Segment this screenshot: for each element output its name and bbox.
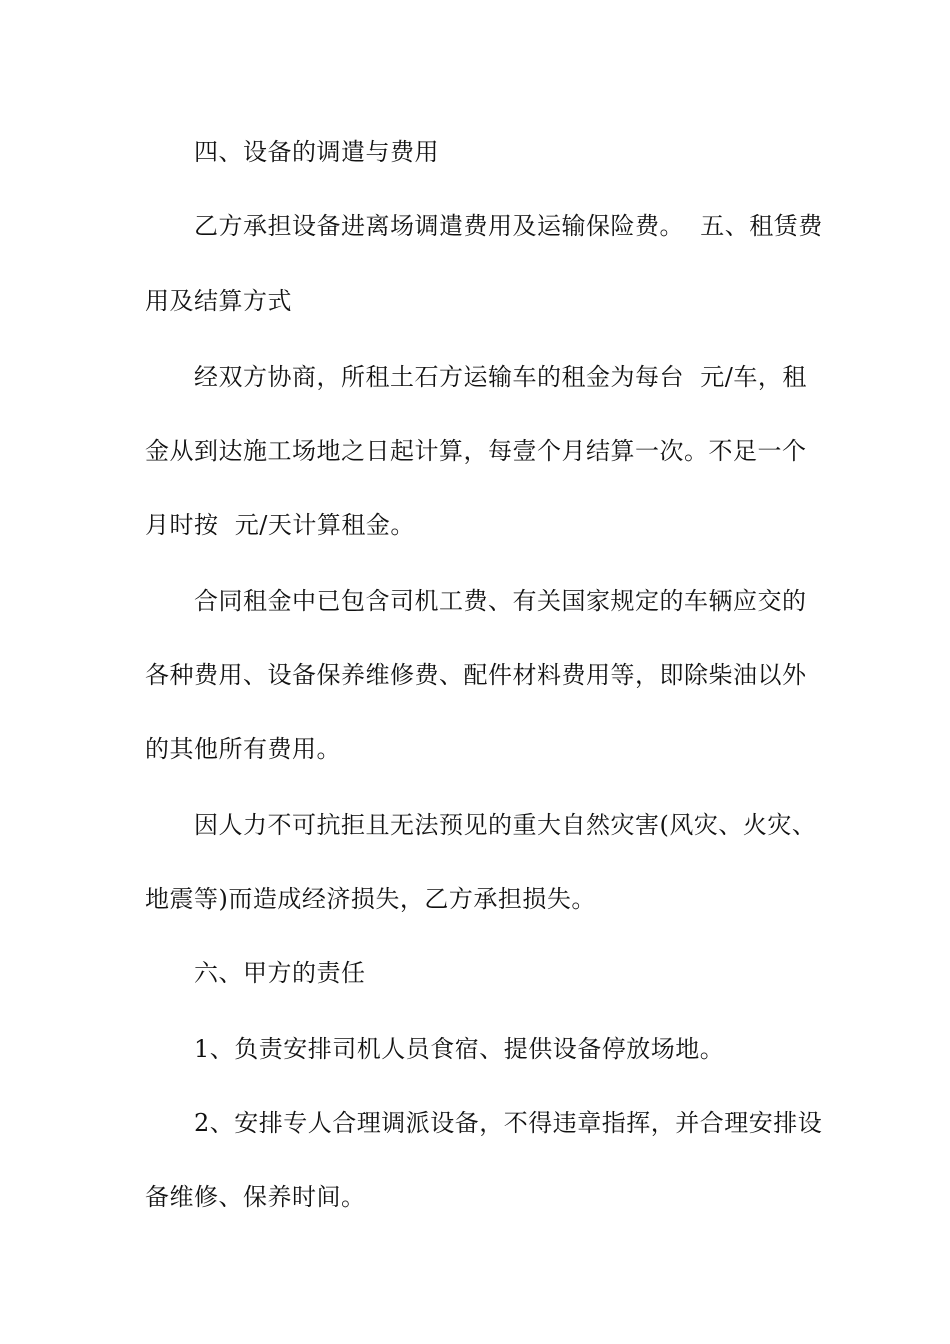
list-item: 1、负责安排司机人员食宿、提供设备停放场地。 bbox=[194, 1035, 725, 1063]
paragraph-line: 地震等)而造成经济损失，乙方承担损失。 bbox=[145, 885, 596, 913]
list-item: 2、安排专人合理调派设备，不得违章指挥，并合理安排设 bbox=[194, 1109, 823, 1137]
paragraph-line: 经双方协商，所租土石方运输车的租金为每台 元/车，租 bbox=[194, 363, 807, 391]
section-heading-6: 六、甲方的责任 bbox=[194, 959, 366, 987]
paragraph-line: 用及结算方式 bbox=[145, 287, 292, 315]
paragraph-line: 月时按 元/天计算租金。 bbox=[145, 511, 415, 539]
paragraph-line: 的其他所有费用。 bbox=[145, 735, 341, 763]
section-heading-4: 四、设备的调遣与费用 bbox=[194, 138, 439, 166]
paragraph-line: 乙方承担设备进离场调遣费用及运输保险费。 五、租赁费 bbox=[194, 212, 823, 240]
paragraph-line: 各种费用、设备保养维修费、配件材料费用等，即除柴油以外 bbox=[145, 661, 807, 689]
paragraph-line: 因人力不可抗拒且无法预见的重大自然灾害(风灾、火灾、 bbox=[194, 811, 817, 839]
paragraph-line: 金从到达施工场地之日起计算，每壹个月结算一次。不足一个 bbox=[145, 437, 807, 465]
paragraph-line: 备维修、保养时间。 bbox=[145, 1183, 366, 1211]
paragraph-line: 合同租金中已包含司机工费、有关国家规定的车辆应交的 bbox=[194, 587, 807, 615]
